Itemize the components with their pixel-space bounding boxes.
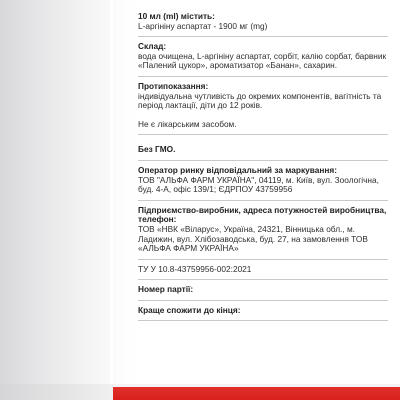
batch-section [138,285,388,295]
contraindications-section [138,82,388,111]
package-shadow-side [0,0,110,400]
dose-title: 10 мл (ml) містить: [138,11,215,21]
divider [138,134,388,135]
composition-section [138,42,388,71]
tu-section [138,265,388,275]
divider [138,300,388,301]
market-operator-section [138,166,388,195]
manufacturer-text: ТОВ «НВК «Віларус», Україна, 24321, Вінницька обл., м. Ладижин, вул. Хлібозаводська, буд. 27, на замовлення ТОВ «АЛЬФА ФАРМ УКРАЇНА» [138,223,368,254]
best-before-label: Краще спожити до кінця: [138,304,241,315]
not-medicine-text: Не є лікарським засобом. [138,118,237,129]
composition-text: вода очищена, L-аргініну аспартат, сорбіт, калію сорбат, барвник «Палений цукор», ароматизатор «Банан», сахарин. [138,50,387,71]
divider [138,160,388,161]
package-shadow-bottom [0,384,113,400]
batch-label: Номер партії: [138,284,194,295]
label-text-block [138,12,388,326]
not-medicine-note [138,120,388,130]
manufacturer-title: Підприємство-виробник, адреса потужностей виробництва, телефон: [138,204,387,225]
divider [138,279,388,280]
market-operator-text: ТОВ "АЛЬФА ФАРМ УКРАЇНА", 04119, м. Київ, вул. Зоологічна, буд. 4-А, офіс 139/1; ЄДРПОУ 43759956 [138,174,379,195]
divider [138,200,388,201]
contraindications-text: індивідуальна чутливість до окремих компонентів, вагітність та період лактації, діти до 12 років. [138,90,382,111]
tu-text: ТУ У 10.8-43759956-002:2021 [138,263,252,274]
gmo-text: Без ГМО. [138,144,176,155]
divider [138,36,388,37]
gmo-note [138,145,388,155]
market-operator-title: Оператор ринку відповідальний за маркування: [138,164,337,175]
best-before-section [138,306,388,316]
dose-text: L-аргініну аспартат - 1900 мг (mg) [138,20,268,31]
manufacturer-section [138,206,388,254]
divider [138,320,388,321]
dose-section [138,12,388,31]
divider [138,76,388,77]
divider [138,259,388,260]
composition-title: Склад: [138,41,167,52]
contraindications-title: Протипоказання: [138,80,209,91]
red-brand-stripe [113,384,400,400]
